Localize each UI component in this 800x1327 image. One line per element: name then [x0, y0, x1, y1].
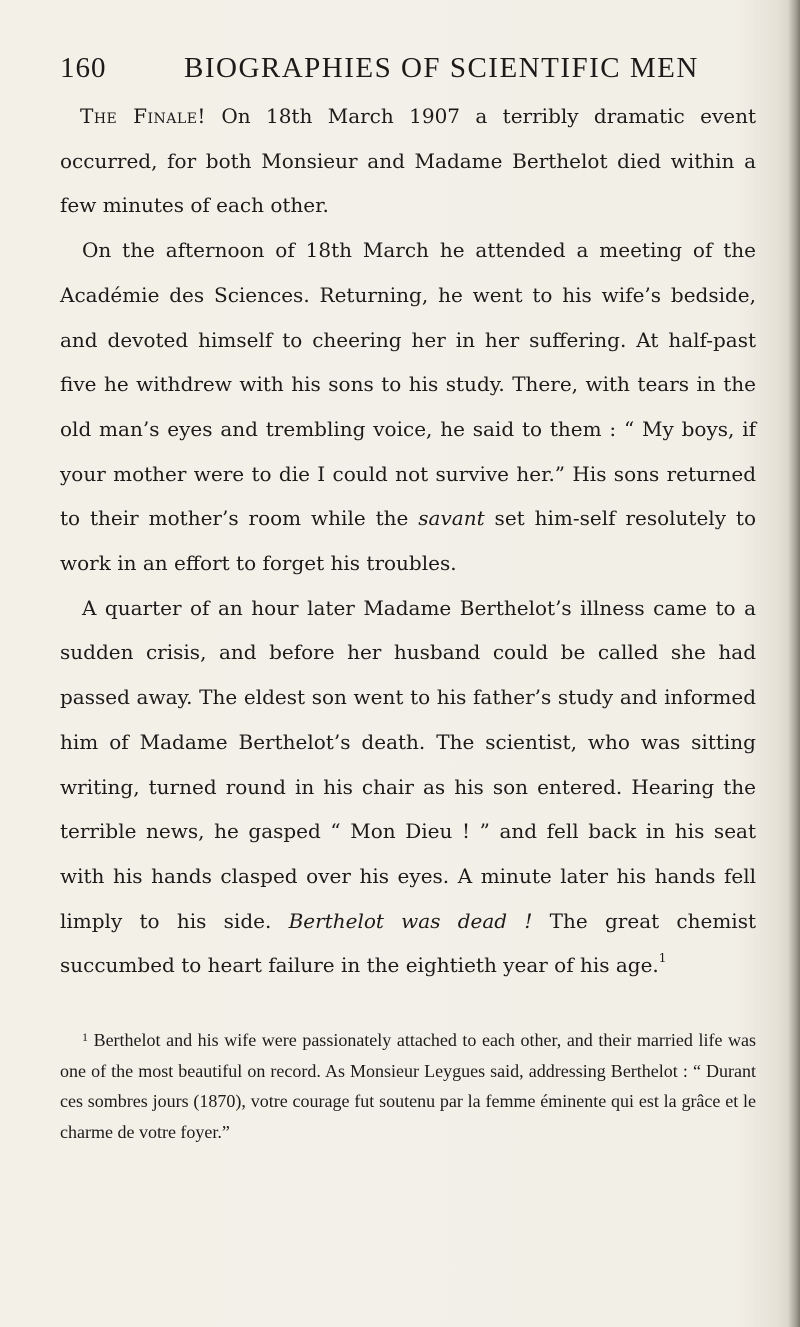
paragraph-3-text-before: A quarter of an hour later Madame Berthelot’s illness came to a sudden crisis, and before her husband could be called she had passed away. The eldest son went to his father’s study and informed him of Madame Berthelot’s death. The scientist, who was sitting writing, turned round in his chair as his son entered. Hearing the terrible news, he gasped “ Mon Dieu ! ” and fell back in his seat with his hands clasped over his eyes. A minute later his hands fell limply to his side.: [60, 595, 756, 933]
page-edge-shadow: [788, 0, 800, 1327]
paragraph-2: [60, 228, 756, 586]
running-head: BIOGRAPHIES OF SCIENTIFIC MEN: [184, 52, 699, 84]
footnote-text: Berthelot and his wife were passionately attached to each other, and their married life was one of the most beautiful on record. As Monsieur Leygues said, addressing Berthelot : “ Durant ces sombres jours (1870), votre courage fut soutenu par la femme éminente qui est la grâce et le charme de votre foyer.”: [60, 1030, 756, 1142]
paragraph-2-text-after: set him-self resolutely to work in an effort to forget his troubles.: [60, 506, 756, 576]
paragraph-1: [60, 94, 756, 228]
paragraph-2-text-before: On the afternoon of 18th March he attended a meeting of the Académie des Sciences. Returning, he went to his wife’s bedside, and devoted himself to cheering her in her suffering. At half-past five he withdrew with his sons to his study. There, with tears in the old man’s eyes and trembling voice, he said to them : “ My boys, if your mother were to die I could not survive her.” His sons returned to their mother’s room while the: [60, 238, 756, 531]
paragraph-3-italic: Berthelot was dead !: [288, 908, 533, 933]
body-text: [60, 94, 756, 988]
section-lead: The Finale!: [80, 104, 206, 128]
page-number: 160: [60, 52, 107, 84]
footnote-marker: 1: [82, 1030, 88, 1044]
paragraph-2-italic: savant: [418, 506, 485, 531]
paragraph-1-text: On 18th March 1907 a terribly dramatic event occurred, for both Monsieur and Madame Berthelot died within a few minutes of each other.: [60, 104, 756, 218]
page-header: [60, 52, 750, 92]
paragraph-3-text-after: The great chemist succumbed to heart failure in the eightieth year of his age.: [60, 908, 757, 978]
paragraph-3: [60, 586, 756, 988]
footnote: [60, 1025, 756, 1147]
footnote-reference[interactable]: 1: [658, 951, 667, 966]
